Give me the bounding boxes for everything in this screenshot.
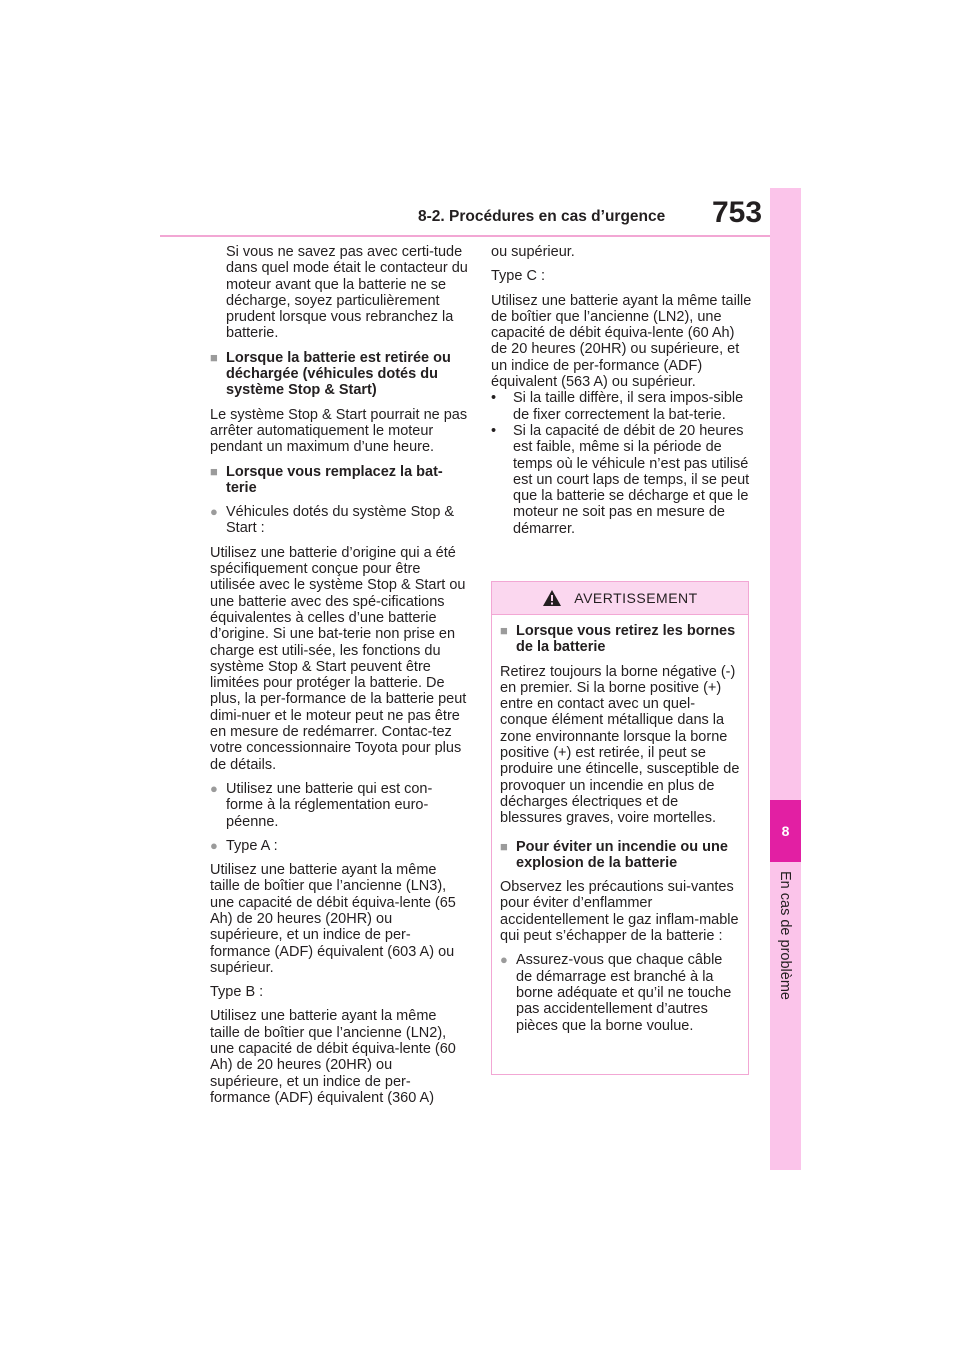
warning-title: AVERTISSEMENT — [574, 590, 698, 606]
heading-text: Lorsque vous remplacez la bat-terie — [226, 463, 443, 496]
circle-bullet-icon: ● — [210, 837, 218, 853]
warning-header — [492, 582, 748, 615]
section-title: 8-2. Procédures en cas d’urgence — [418, 208, 666, 225]
dot-bullet-icon: • — [491, 422, 497, 439]
bullet-text: Si la capacité de débit de 20 heures est faible, même si la période de temps où le véhicule n’est pas utilisé est un court laps de temps, il se peut que la batterie se décharge et que le moteur ne soit pas en mesure de démarrer. — [513, 422, 750, 537]
item-vehicles-stop-start — [210, 504, 468, 537]
warning-heading-remove — [500, 623, 740, 656]
continuation-text: ou supérieur. — [491, 244, 575, 260]
item-text: Véhicules dotés du système Stop & Start : — [226, 504, 455, 537]
chapter-label[interactable]: En cas de problème — [777, 871, 793, 1000]
warning-box — [491, 581, 749, 1075]
warning-body — [492, 615, 748, 1034]
left-column — [210, 244, 468, 1114]
warning-heading-fire — [500, 839, 740, 872]
item-type-a — [210, 838, 468, 854]
circle-bullet-icon: ● — [210, 780, 218, 796]
heading-replace-battery — [210, 464, 468, 497]
circle-bullet-icon: ● — [500, 952, 508, 968]
item-text: Assurez-vous que chaque câble de démarrage est branché à la borne adéquate et qu’il ne touche pas accidentellement d’autres pièces que la borne voulue. — [516, 952, 732, 1034]
type-c-paragraph: Utilisez une batterie ayant la même taille de boîtier que l’ancienne (LN2), une capacité de débit équiva-lente (60 Ah) de 20 heures (20HR) ou supérieure, et un indice de per-formance (ADF) équivalent (563 A) ou supérieur. — [491, 292, 752, 391]
type-a-paragraph: Utilisez une batterie ayant la même taille de boîtier que l’ancienne (LN3), une capacité de débit équiva-lente (65 Ah) de 20 heures (20HR) ou supérieure, et un indice de per-formance (ADF) équivalent (603 A) ou supérieur. — [210, 862, 456, 976]
heading-text: Lorsque la batterie est retirée ou déchargée (véhicules dotés du système Stop & Start) — [226, 349, 451, 399]
right-column — [491, 244, 753, 537]
item-text: Type A : — [226, 837, 278, 854]
heading-text: Pour éviter un incendie ou une explosion de la batterie — [516, 838, 728, 871]
item-text: Utilisez une batterie qui est con-forme à la réglementation euro-péenne. — [226, 780, 433, 830]
warning-fire-paragraph: Observez les précautions sui-vantes pour éviter d’enflammer accidentellement le gaz inflam-mable qui peut s’échapper de la batterie : — [500, 879, 739, 945]
intro-paragraph: Si vous ne savez pas avec certi-tude dans quel mode était le contacteur du moteur avant que la batterie ne se décharge, soyez particulièrement prudent lorsque vous rebranchez la batterie. — [226, 244, 468, 342]
dot-bullet-icon: • — [491, 390, 497, 407]
warning-remove-paragraph: Retirez toujours la borne négative (-) en premier. Si la borne positive (+) entre en contact avec un quel-conque élément métallique dans la zone environnante lorsque la borne positive (+) est retirée, il peut se produire une étincelle, susceptible de provoquer un incendie en plus de décharges électriques et de blessures graves, voire mortelles. — [500, 663, 740, 827]
type-b-paragraph: Utilisez une batterie ayant la même taille de boîtier que l’ancienne (LN2), une capacité de débit équiva-lente (60 Ah) de 20 heures (20HR) ou supérieure, et un indice de per-formance (ADF) équivalent (360 A) — [210, 1008, 456, 1106]
heading-battery-removed — [210, 350, 468, 399]
square-marker-icon: ■ — [500, 623, 508, 638]
warning-item-cable — [500, 952, 740, 1033]
item-european-regulation — [210, 781, 468, 830]
bullet-capacity-low — [491, 423, 753, 537]
header-divider — [160, 235, 770, 237]
chapter-number-badge[interactable]: 8 — [770, 800, 801, 862]
square-marker-icon: ■ — [210, 463, 218, 479]
original-battery-paragraph: Utilisez une batterie d’origine qui a été spécifiquement conçue pour être utilisée avec le système Stop & Start ou une batterie avec des spé-cifications équivalentes à celles d’une batterie d’origine. Si une bat-terie non prise en charge est utili-sée, les fonctions du système Stop & Start peuvent être limitées pour protéger la batterie. De plus, la per-formance de la batterie peut dimi-nuer et le moteur peut ne pas être en mesure de redémarrer. Contac-tez votre concessionnaire Toyota pour plus de détails. — [210, 544, 467, 773]
bullet-text: Si la taille diffère, il sera impos-sible de fixer correctement la bat-terie. — [513, 390, 744, 423]
type-b-label: Type B : — [210, 984, 264, 1001]
stop-start-paragraph: Le système Stop & Start pourrait ne pas arrêter automatiquement le moteur pendant un maximum d’une heure. — [210, 406, 468, 456]
square-marker-icon: ■ — [500, 838, 508, 854]
warning-triangle-icon — [542, 589, 562, 607]
bullet-size-differs — [491, 390, 753, 423]
page-number: 753 — [712, 196, 763, 229]
square-marker-icon: ■ — [210, 349, 218, 365]
heading-text: Lorsque vous retirez les bornes de la batterie — [516, 623, 736, 656]
type-c-label: Type C : — [491, 268, 545, 285]
circle-bullet-icon: ● — [210, 504, 218, 520]
